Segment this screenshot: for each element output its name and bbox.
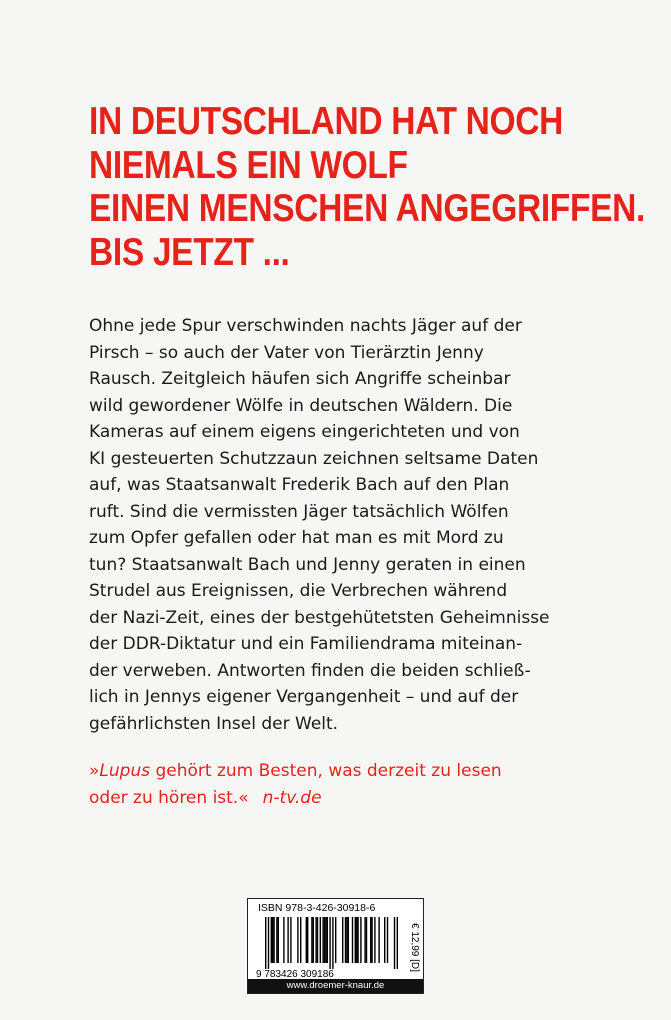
quote-open-mark: »: [89, 761, 100, 781]
quote-book-title: Lupus: [99, 761, 151, 781]
barcode-bar: [371, 917, 372, 963]
barcode-bar: [397, 917, 398, 969]
blurb-line: Pirsch – so auch der Vater von Tierärztin Jenny: [89, 342, 484, 363]
barcode-bar: [311, 917, 312, 963]
barcode-bar: [342, 917, 343, 963]
blurb-line: zum Opfer gefallen oder hat man es mit Mord zu: [89, 528, 504, 548]
barcode-digits: 9 783426 309186: [256, 969, 334, 979]
barcode-bar: [265, 917, 266, 969]
blurb-line: gefährlichsten Insel der Welt.: [89, 713, 339, 734]
barcode-bar: [348, 917, 349, 963]
headline-line: EINEN MENSCHEN ANGEGRIFFEN.: [89, 187, 645, 231]
barcode-bar: [307, 917, 308, 963]
blurb-line: KI gesteuerten Schutzzaun zeichnen seltsame Daten: [89, 448, 539, 469]
barcode-bar: [335, 917, 336, 963]
barcode-bar: [276, 917, 277, 963]
blurb-line: Kameras auf einem eigens eingerichteten und von: [89, 422, 520, 442]
barcode-bar: [332, 917, 333, 969]
barcode-bar: [355, 917, 356, 963]
barcode-bar: [364, 917, 365, 963]
barcode-bar: [313, 917, 314, 963]
barcode-bar: [346, 917, 347, 963]
blurb-line: Ohne jede Spur verschwinden nachts Jäger auf der: [89, 316, 522, 336]
headline: [89, 100, 645, 274]
quote-text-1: gehört zum Besten, was derzeit zu lesen: [150, 761, 502, 781]
barcode: [256, 917, 406, 979]
barcode-bar: [268, 917, 269, 969]
barcode-bar: [297, 917, 298, 963]
blurb-line: Strudel aus Ereignissen, die Verbrechen während: [89, 581, 508, 601]
barcode-bar: [287, 917, 288, 963]
blurb: [89, 313, 609, 737]
blurb-line: Rausch. Zeitgleich häufen sich Angriffe scheinbar: [89, 369, 511, 389]
barcode-bar: [320, 917, 321, 963]
barcode-bar: [370, 917, 371, 963]
blurb-line: der Nazi-Zeit, eines der bestgehütetsten Geheimnisse: [89, 607, 550, 628]
headline-line: BIS JETZT ...: [89, 230, 290, 274]
barcode-bar: [283, 917, 284, 963]
barcode-bar: [357, 917, 358, 963]
barcode-bar: [324, 917, 325, 963]
blurb-line: lich in Jennys eigener Vergangenheit – und auf der: [89, 687, 519, 707]
barcode-bar: [317, 917, 318, 963]
headline-line: NIEMALS EIN WOLF: [89, 143, 408, 187]
barcode-bar: [356, 917, 357, 963]
publisher-website: www.droemer-knaur.de: [248, 979, 423, 993]
barcode-bar: [278, 917, 279, 963]
barcode-bar: [300, 917, 301, 963]
barcode-bar: [387, 917, 388, 963]
quote-line-2: [89, 785, 609, 812]
headline-line: IN DEUTSCHLAND HAT NOCH: [89, 100, 564, 143]
isbn-label: ISBN 978-3-426-30918-6: [258, 902, 376, 914]
barcode-bar: [394, 917, 395, 969]
barcode-bar: [329, 917, 330, 969]
quote-line-1: [89, 758, 609, 785]
barcode-bars: [265, 917, 398, 969]
barcode-bar: [374, 917, 375, 963]
barcode-bar: [378, 917, 379, 963]
price-label: € 12,99 [D]: [409, 923, 420, 972]
barcode-bar: [322, 917, 323, 963]
barcode-bar: [366, 917, 367, 963]
blurb-line: der verweben. Antworten finden die beiden schließ-: [89, 660, 531, 681]
barcode-bar: [345, 917, 346, 963]
barcode-bar: [273, 917, 274, 963]
quote-source: n-tv.de: [262, 788, 322, 808]
barcode-bar: [315, 917, 316, 963]
barcode-bar: [290, 917, 291, 963]
barcode-bar: [384, 917, 385, 963]
blurb-line: tun? Staatsanwalt Bach und Jenny geraten in einen: [89, 554, 526, 575]
quote-text-2: oder zu hören ist.«: [89, 788, 249, 808]
blurb-line: der DDR-Diktatur und ein Familiendrama miteinan-: [89, 634, 523, 654]
barcode-bar: [360, 917, 361, 963]
barcode-bar: [272, 917, 273, 963]
barcode-bar: [327, 917, 328, 963]
blurb-line: wild gewordener Wölfe in deutschen Wäldern. Die: [89, 395, 513, 416]
barcode-bar: [352, 917, 353, 963]
barcode-bar: [271, 917, 272, 963]
barcode-bar: [325, 917, 326, 963]
press-quote: [89, 758, 609, 812]
barcode-box: [247, 898, 424, 994]
barcode-bar: [306, 917, 307, 963]
blurb-line: auf, was Staatsanwalt Frederik Bach auf den Plan: [89, 475, 510, 495]
blurb-line: ruft. Sind die vermissten Jäger tatsächlich Wölfen: [89, 501, 509, 522]
